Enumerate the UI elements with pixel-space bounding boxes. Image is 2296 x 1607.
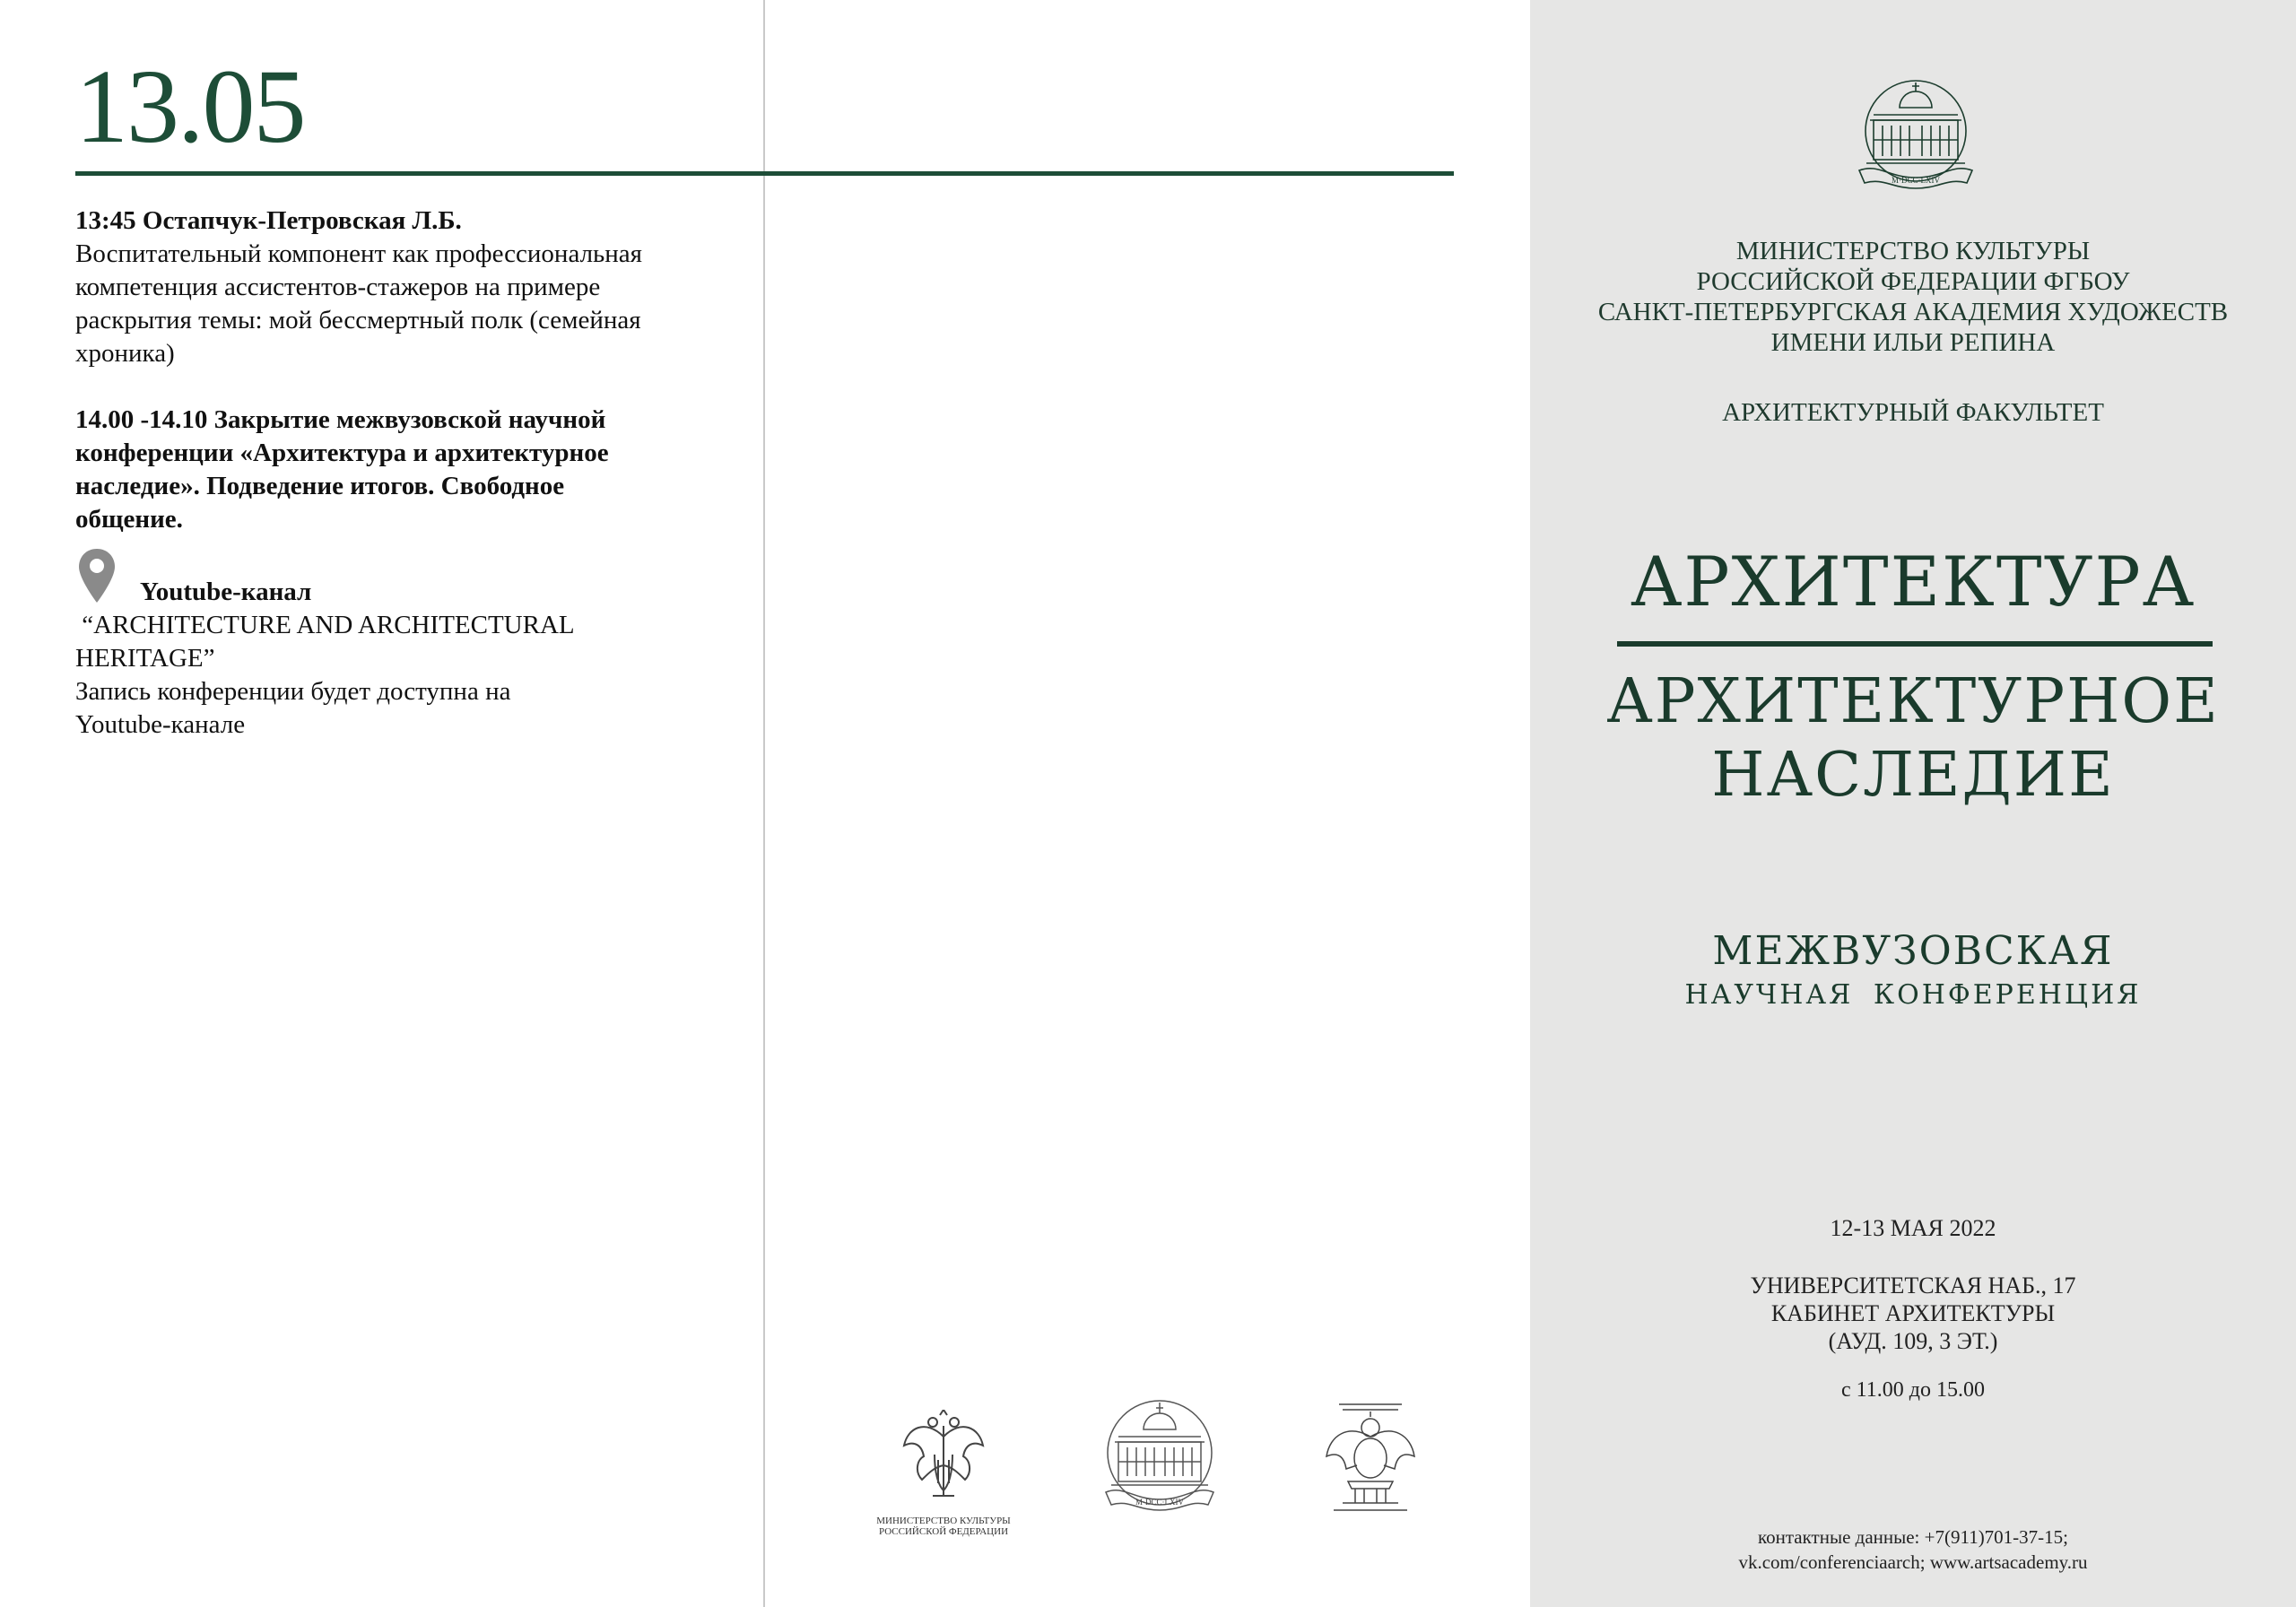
program-list: [75, 204, 721, 569]
program-item-line: компетенция ассистентов-стажеров на примере: [75, 273, 601, 301]
youtube-block: [75, 549, 721, 742]
faculty-name: АРХИТЕКТУРНЫЙ ФАКУЛЬТЕТ: [1722, 398, 2104, 427]
conference-subtitle: [1530, 665, 2296, 812]
program-item-1: [75, 204, 721, 370]
conference-title: АРХИТЕКТУРА: [1630, 542, 2196, 621]
institution-line: САНКТ-ПЕТЕРБУРГСКАЯ АКАДЕМИЯ ХУДОЖЕСТВ: [1597, 298, 2229, 326]
ministry-caption-line: РОССИЙСКОЙ ФЕДЕРАЦИИ: [878, 1526, 1009, 1537]
seal-ribbon-text: M·DCC·LXIV: [1892, 176, 1940, 185]
program-item-line: раскрытия темы: мой бессмертный полк (семейная: [75, 306, 641, 334]
address-line: КАБИНЕТ АРХИТЕКТУРЫ: [1770, 1300, 2056, 1326]
contact-links[interactable]: vk.com/conferenciaarch; www.artsacademy.ru: [1738, 1551, 2088, 1573]
address-line: (АУД. 109, 3 ЭТ.): [1828, 1328, 1998, 1354]
location-pin-icon: [79, 549, 115, 603]
academy-building-seal-icon: [1852, 79, 1979, 194]
program-item-2: [75, 404, 721, 536]
academy-seal-logo: [1097, 1399, 1231, 1520]
institution-line: МИНИСТЕРСТВО КУЛЬТУРЫ: [1735, 237, 2091, 265]
conference-type-line1: МЕЖВУЗОВСКАЯ: [1712, 928, 2114, 974]
ministry-caption-line: МИНИСТЕРСТВО КУЛЬТУРЫ: [876, 1516, 1011, 1526]
program-item-line: конференции «Архитектура и архитектурное: [75, 439, 609, 467]
conference-dates: 12-13 МАЯ 2022: [1830, 1215, 1996, 1241]
conference-type-line2: НАУЧНАЯ КОНФЕРЕНЦИЯ: [1684, 979, 2142, 1011]
ministry-caption: [858, 1516, 1029, 1537]
program-item-line: наследие». Подведение итогов. Свободное: [75, 472, 565, 500]
institution-line: ИМЕНИ ИЛЬИ РЕПИНА: [1770, 328, 2056, 357]
ministry-logo: [858, 1399, 1029, 1537]
address-line: УНИВЕРСИТЕТСКАЯ НАБ., 17: [1750, 1273, 2076, 1299]
fold-divider: [763, 0, 765, 1607]
youtube-line: “ARCHITECTURE AND ARCHITECTURAL: [75, 611, 575, 639]
conference-hours: с 11.00 до 15.00: [1841, 1378, 1985, 1402]
contact-info: [1530, 1524, 2296, 1575]
subtitle-line: АРХИТЕКТУРНОЕ: [1606, 666, 2220, 737]
institution-line: РОССИЙСКОЙ ФЕДЕРАЦИИ ФГБОУ: [1696, 267, 2130, 296]
program-item-line: общение.: [75, 505, 183, 534]
left-panel: [0, 0, 764, 1607]
subtitle-line: НАСЛЕДИЕ: [1711, 740, 2115, 811]
program-item-line: 14.00 -14.10 Закрытие межвузовской научной: [75, 405, 606, 434]
partner-logos: [765, 1399, 1529, 1542]
program-item-line: хроника): [75, 339, 175, 368]
double-headed-eagle-lyre-icon: [899, 1410, 988, 1503]
cover-panel: [1530, 0, 2296, 1607]
contact-phone[interactable]: контактные данные: +7(911)701-37-15;: [1757, 1526, 2069, 1548]
academy-crest-icon: [1321, 1399, 1420, 1516]
academy-building-seal-icon: [1097, 1399, 1222, 1516]
venue-address: [1530, 1272, 2296, 1355]
seal-ribbon-text: M·DCC·LXIV: [1135, 1498, 1184, 1507]
youtube-line: Youtube-канале: [75, 710, 246, 739]
youtube-line: Запись конференции будет доступна на: [75, 677, 511, 706]
page-date: 13.05: [75, 48, 305, 165]
program-item-line: Воспитательный компонент как профессиональная: [75, 239, 643, 268]
youtube-channel-link[interactable]: Youtube-канал: [140, 578, 312, 606]
youtube-line: HERITAGE”: [75, 644, 215, 673]
academy-crest-logo: [1321, 1399, 1429, 1520]
institution-name: [1530, 236, 2296, 358]
program-item-heading: 13:45 Остапчук-Петровская Л.Б.: [75, 206, 462, 235]
header-rule: [75, 171, 1454, 176]
title-divider: [1617, 641, 2213, 647]
